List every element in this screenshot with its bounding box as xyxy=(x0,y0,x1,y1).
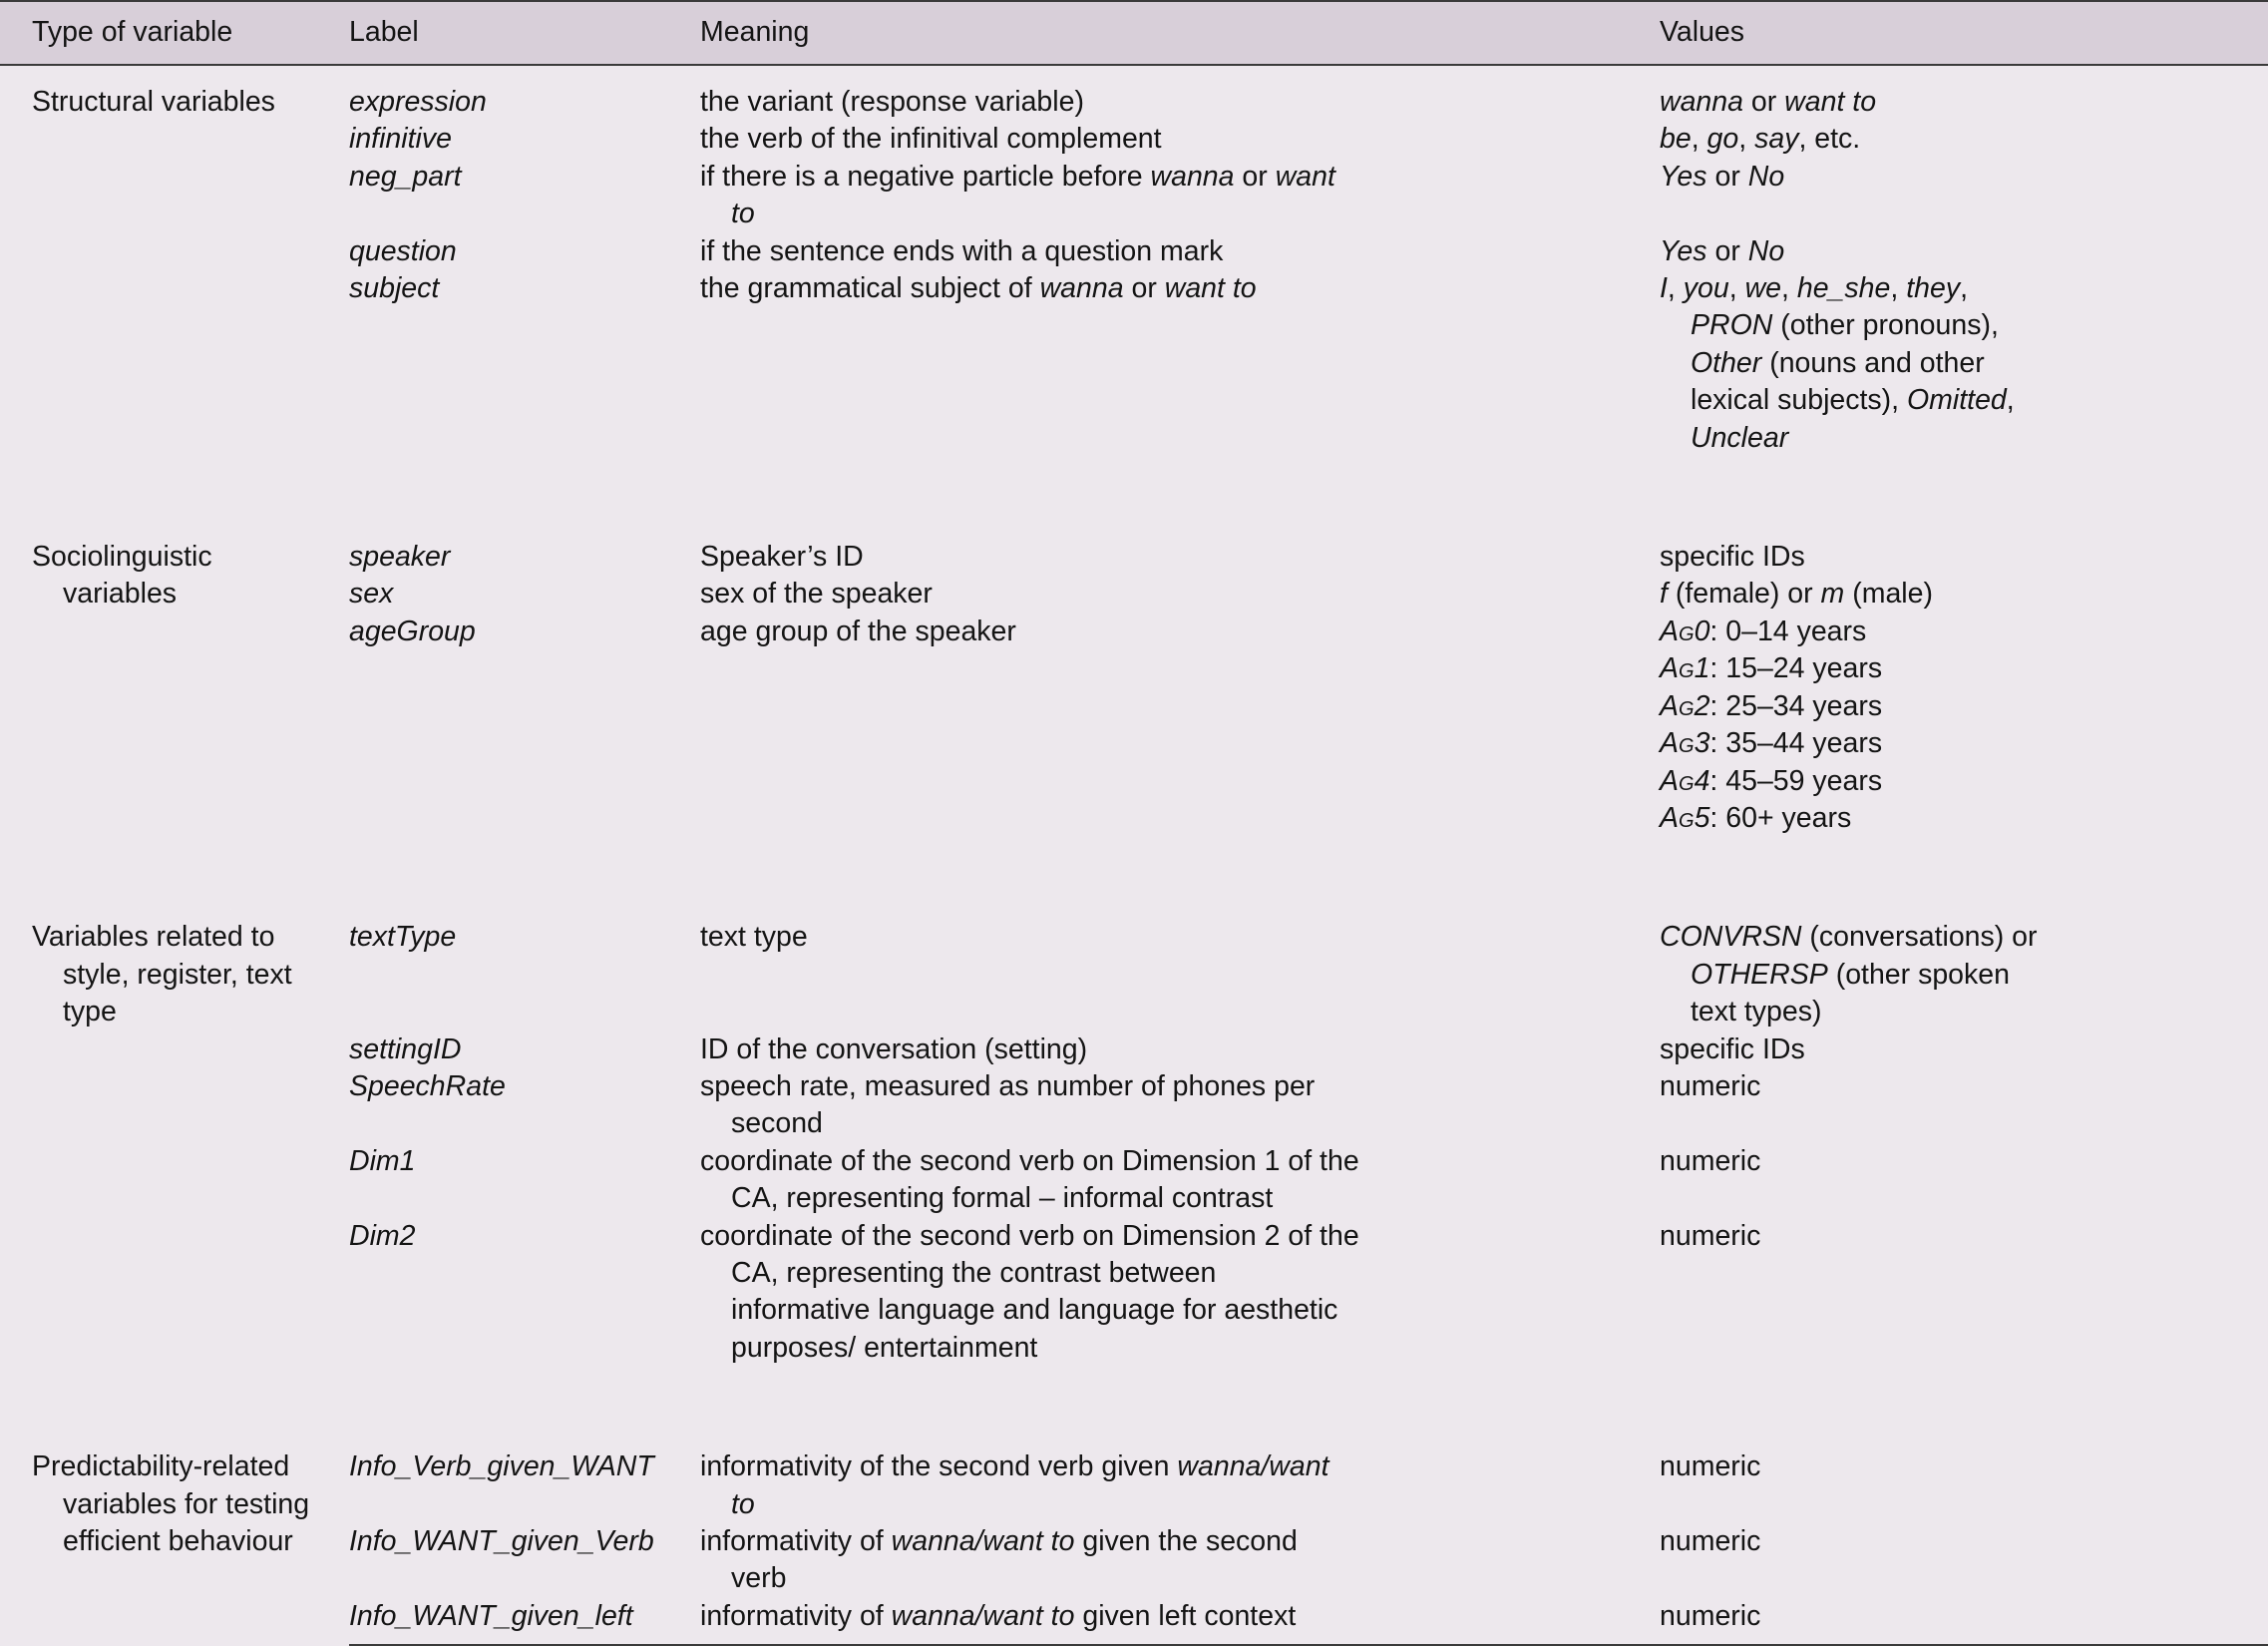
meaning-cell xyxy=(700,65,1660,121)
label-cell xyxy=(349,1598,700,1645)
meaning-text xyxy=(700,233,1359,270)
label-cell xyxy=(349,1143,700,1218)
text-run: text type xyxy=(700,921,808,954)
age-group-code: Ag0 xyxy=(1660,615,1710,647)
values-cell xyxy=(1660,614,2268,837)
label-cell xyxy=(349,1523,700,1598)
type-of-variable-cell xyxy=(0,837,349,1367)
text-run: , xyxy=(1728,272,1745,305)
meaning-cell xyxy=(700,1598,1660,1645)
age-group-code: Ag1 xyxy=(1660,652,1710,685)
values-cell xyxy=(1660,233,2268,270)
italic-term: wanna/want to xyxy=(891,1599,1075,1632)
text-run: the verb of the infinitival complement xyxy=(700,123,1162,156)
meaning-cell xyxy=(700,233,1660,270)
text-run: numeric xyxy=(1660,1144,1761,1177)
italic-term: he_she xyxy=(1796,272,1891,305)
values-cell xyxy=(1660,1143,2268,1218)
value-line xyxy=(1660,1523,2040,1560)
values-cell xyxy=(1660,457,2268,576)
text-run: informativity of xyxy=(700,1525,892,1557)
type-of-variable-cell xyxy=(0,1367,349,1645)
text-run: sex of the speaker xyxy=(700,578,933,611)
values-cell xyxy=(1660,1367,2268,1523)
table-row xyxy=(0,1367,2268,1523)
variable-label: speaker xyxy=(349,541,451,574)
text-run: coordinate of the second verb on Dimension 1 of the CA, representing formal – informal contrast xyxy=(700,1144,1359,1215)
label-cell xyxy=(349,1068,700,1143)
italic-term: wanna/want to xyxy=(891,1525,1075,1557)
type-of-variable: Variables related to style, register, text type xyxy=(32,921,292,1029)
text-run: (nouns and other lexical subjects), xyxy=(1691,346,1985,417)
label-cell xyxy=(349,837,700,1030)
meaning-text xyxy=(700,614,1359,650)
variable-label: Info_WANT_given_Verb xyxy=(349,1525,654,1557)
label-cell xyxy=(349,457,700,576)
text-run: numeric xyxy=(1660,1069,1761,1102)
text-run: , xyxy=(1781,272,1797,305)
text-run: speech rate, measured as number of phones per second xyxy=(700,1069,1316,1140)
meaning-cell xyxy=(700,1218,1660,1368)
meaning-text xyxy=(700,1523,1359,1598)
label-cell xyxy=(349,65,700,121)
type-of-variable: Predictability-related variables for testing efficient behaviour xyxy=(32,1450,310,1557)
text-run: : 45–59 years xyxy=(1709,764,1883,797)
italic-term: they xyxy=(1906,272,1961,305)
values-cell xyxy=(1660,1068,2268,1143)
text-run: : 0–14 years xyxy=(1709,615,1867,647)
text-run: informativity of xyxy=(700,1599,892,1632)
italic-term: wanna xyxy=(1150,160,1235,193)
values-cell xyxy=(1660,1218,2268,1368)
header-row xyxy=(0,1,2268,65)
meaning-cell xyxy=(700,270,1660,457)
meaning-cell xyxy=(700,1068,1660,1143)
value-line xyxy=(1660,763,2040,800)
value-line xyxy=(1660,614,2040,650)
label-cell xyxy=(349,121,700,158)
table-row xyxy=(0,837,2268,1030)
value-line xyxy=(1660,1031,2040,1068)
italic-term: Yes xyxy=(1660,234,1707,267)
value-line xyxy=(1660,84,2040,121)
meaning-text xyxy=(700,919,1359,956)
variable-label: Dim2 xyxy=(349,1219,416,1252)
italic-term: be xyxy=(1660,123,1692,156)
text-run: : 35–44 years xyxy=(1709,727,1883,760)
label-cell xyxy=(349,1031,700,1068)
italic-term: Omitted xyxy=(1907,384,2007,417)
variable-label: settingID xyxy=(349,1032,462,1065)
meaning-cell xyxy=(700,121,1660,158)
text-run: , xyxy=(1691,123,1707,156)
variable-label: SpeechRate xyxy=(349,1069,506,1102)
value-line xyxy=(1660,725,2040,762)
text-run: age group of the speaker xyxy=(700,615,1016,647)
values-cell xyxy=(1660,1031,2268,1068)
italic-term: Unclear xyxy=(1691,421,1789,454)
variable-label: Dim1 xyxy=(349,1144,416,1177)
italic-term: PRON xyxy=(1691,309,1773,342)
values-cell xyxy=(1660,159,2268,233)
italic-term: want to xyxy=(1784,86,1877,118)
variable-label: infinitive xyxy=(349,123,452,156)
text-run: specific IDs xyxy=(1660,1032,1805,1065)
text-run: or xyxy=(1706,160,1748,193)
text-run: or xyxy=(1706,234,1748,267)
header-values: Values xyxy=(1660,1,2268,65)
meaning-cell xyxy=(700,576,1660,613)
meaning-text xyxy=(700,84,1359,121)
text-run: Speaker’s ID xyxy=(700,541,864,574)
values-cell xyxy=(1660,65,2268,121)
variable-label: question xyxy=(349,234,457,267)
variable-label: Info_WANT_given_left xyxy=(349,1599,633,1632)
variable-label: Info_Verb_given_WANT xyxy=(349,1450,654,1483)
value-line xyxy=(1660,121,2040,158)
text-run: or xyxy=(1742,86,1785,118)
meaning-text xyxy=(700,539,1359,576)
values-cell xyxy=(1660,270,2268,457)
meaning-text xyxy=(700,1143,1359,1218)
table-row xyxy=(0,457,2268,576)
age-group-code: Ag3 xyxy=(1660,727,1710,760)
text-run: specific IDs xyxy=(1660,541,1805,574)
text-run: , xyxy=(1960,272,1968,305)
text-run: informativity of the second verb given xyxy=(700,1450,1178,1483)
table-header xyxy=(0,1,2268,65)
values-cell xyxy=(1660,1598,2268,1645)
value-line xyxy=(1660,233,2040,270)
text-run: ID of the conversation (setting) xyxy=(700,1032,1088,1065)
text-run: coordinate of the second verb on Dimension 2 of the CA, representing the contrast between informative language and language for aesthetic purposes/ entertainment xyxy=(700,1219,1359,1364)
variable-label: ageGroup xyxy=(349,615,476,647)
header-label: Label xyxy=(349,1,700,65)
text-run: (male) xyxy=(1844,578,1933,611)
meaning-text xyxy=(700,1218,1359,1368)
variable-label: subject xyxy=(349,272,440,305)
italic-term: we xyxy=(1744,272,1781,305)
value-line xyxy=(1660,800,2040,837)
italic-term: No xyxy=(1747,160,1785,193)
italic-term: wanna xyxy=(1660,86,1743,118)
text-run: : 60+ years xyxy=(1709,801,1852,834)
text-run: , xyxy=(1738,123,1755,156)
meaning-text xyxy=(700,159,1359,233)
type-of-variable-cell xyxy=(0,457,349,837)
meaning-cell xyxy=(700,837,1660,1030)
value-line xyxy=(1660,688,2040,725)
meaning-text xyxy=(700,1598,1359,1635)
label-cell xyxy=(349,159,700,233)
meaning-cell xyxy=(700,614,1660,837)
italic-term: want to xyxy=(731,160,1335,230)
value-line xyxy=(1660,919,2040,1030)
meaning-text xyxy=(700,270,1359,307)
type-of-variable: Sociolinguistic variables xyxy=(32,541,212,611)
italic-term: I xyxy=(1660,272,1668,305)
italic-term: you xyxy=(1683,272,1729,305)
italic-term: Yes xyxy=(1660,160,1707,193)
meaning-text xyxy=(700,1031,1359,1068)
italic-term: Other xyxy=(1691,346,1762,379)
text-run: numeric xyxy=(1660,1599,1761,1632)
text-run: , etc. xyxy=(1798,123,1861,156)
text-run: if there is a negative particle before xyxy=(700,160,1151,193)
label-cell xyxy=(349,1367,700,1523)
text-run: numeric xyxy=(1660,1525,1761,1557)
meaning-text xyxy=(700,1068,1359,1143)
value-line xyxy=(1660,1448,2040,1485)
text-run: : 25–34 years xyxy=(1709,689,1883,722)
label-cell xyxy=(349,1218,700,1368)
italic-term: m xyxy=(1820,578,1845,611)
italic-term: f xyxy=(1660,578,1668,611)
meaning-cell xyxy=(700,1523,1660,1598)
label-cell xyxy=(349,233,700,270)
variable-label: expression xyxy=(349,86,487,118)
text-run: (conversations) or xyxy=(1801,921,2038,954)
header-type-of-variable: Type of variable xyxy=(0,1,349,65)
age-group-code: Ag4 xyxy=(1660,764,1710,797)
label-cell xyxy=(349,576,700,613)
italic-term: wanna/want to xyxy=(731,1450,1329,1520)
header-meaning: Meaning xyxy=(700,1,1660,65)
value-line xyxy=(1660,159,2040,196)
variable-label: sex xyxy=(349,578,394,611)
value-line xyxy=(1660,576,2040,613)
text-run: : 15–24 years xyxy=(1709,652,1883,685)
values-cell xyxy=(1660,121,2268,158)
value-line xyxy=(1660,650,2040,687)
text-run: , xyxy=(1890,272,1907,305)
values-cell xyxy=(1660,576,2268,613)
text-run: (female) or xyxy=(1667,578,1821,611)
table-body xyxy=(0,65,2268,1645)
meaning-cell xyxy=(700,1031,1660,1068)
meaning-cell xyxy=(700,457,1660,576)
values-cell xyxy=(1660,1523,2268,1598)
italic-term: CONVRSN xyxy=(1660,921,1802,954)
meaning-cell xyxy=(700,1367,1660,1523)
value-line xyxy=(1660,1143,2040,1180)
values-cell xyxy=(1660,837,2268,1030)
text-run: , xyxy=(2006,384,2015,417)
meaning-text xyxy=(700,121,1359,158)
age-group-code: Ag2 xyxy=(1660,689,1710,722)
text-run: given the second verb xyxy=(731,1525,1298,1595)
variable-label: neg_part xyxy=(349,160,462,193)
italic-term: say xyxy=(1754,123,1799,156)
text-run: numeric xyxy=(1660,1219,1761,1252)
variable-label: textType xyxy=(349,921,457,954)
text-run: if the sentence ends with a question mark xyxy=(700,234,1224,267)
text-run: the grammatical subject of xyxy=(700,272,1040,305)
text-run: given left context xyxy=(1074,1599,1297,1632)
text-run: the variant (response variable) xyxy=(700,86,1084,118)
italic-term: want to xyxy=(1164,272,1257,305)
table-row xyxy=(0,65,2268,121)
text-run: , xyxy=(1667,272,1684,305)
value-line xyxy=(1660,1218,2040,1255)
meaning-cell xyxy=(700,159,1660,233)
italic-term: OTHERSP xyxy=(1691,958,1828,991)
text-run: (other spoken text types) xyxy=(1691,958,2010,1029)
text-run: numeric xyxy=(1660,1450,1761,1483)
label-cell xyxy=(349,270,700,457)
text-run: or xyxy=(1123,272,1165,305)
type-of-variable-cell xyxy=(0,65,349,457)
italic-term: go xyxy=(1706,123,1739,156)
meaning-text xyxy=(700,1448,1359,1523)
italic-term: No xyxy=(1747,234,1785,267)
italic-term: wanna xyxy=(1039,272,1124,305)
age-group-code: Ag5 xyxy=(1660,801,1710,834)
value-line xyxy=(1660,539,2040,576)
value-line xyxy=(1660,1068,2040,1105)
text-run: or xyxy=(1234,160,1276,193)
label-cell xyxy=(349,614,700,837)
value-line xyxy=(1660,270,2040,457)
text-run: (other pronouns), xyxy=(1772,309,1999,342)
meaning-cell xyxy=(700,1143,1660,1218)
type-of-variable: Structural variables xyxy=(32,86,275,118)
value-line xyxy=(1660,1598,2040,1635)
meaning-text xyxy=(700,576,1359,613)
